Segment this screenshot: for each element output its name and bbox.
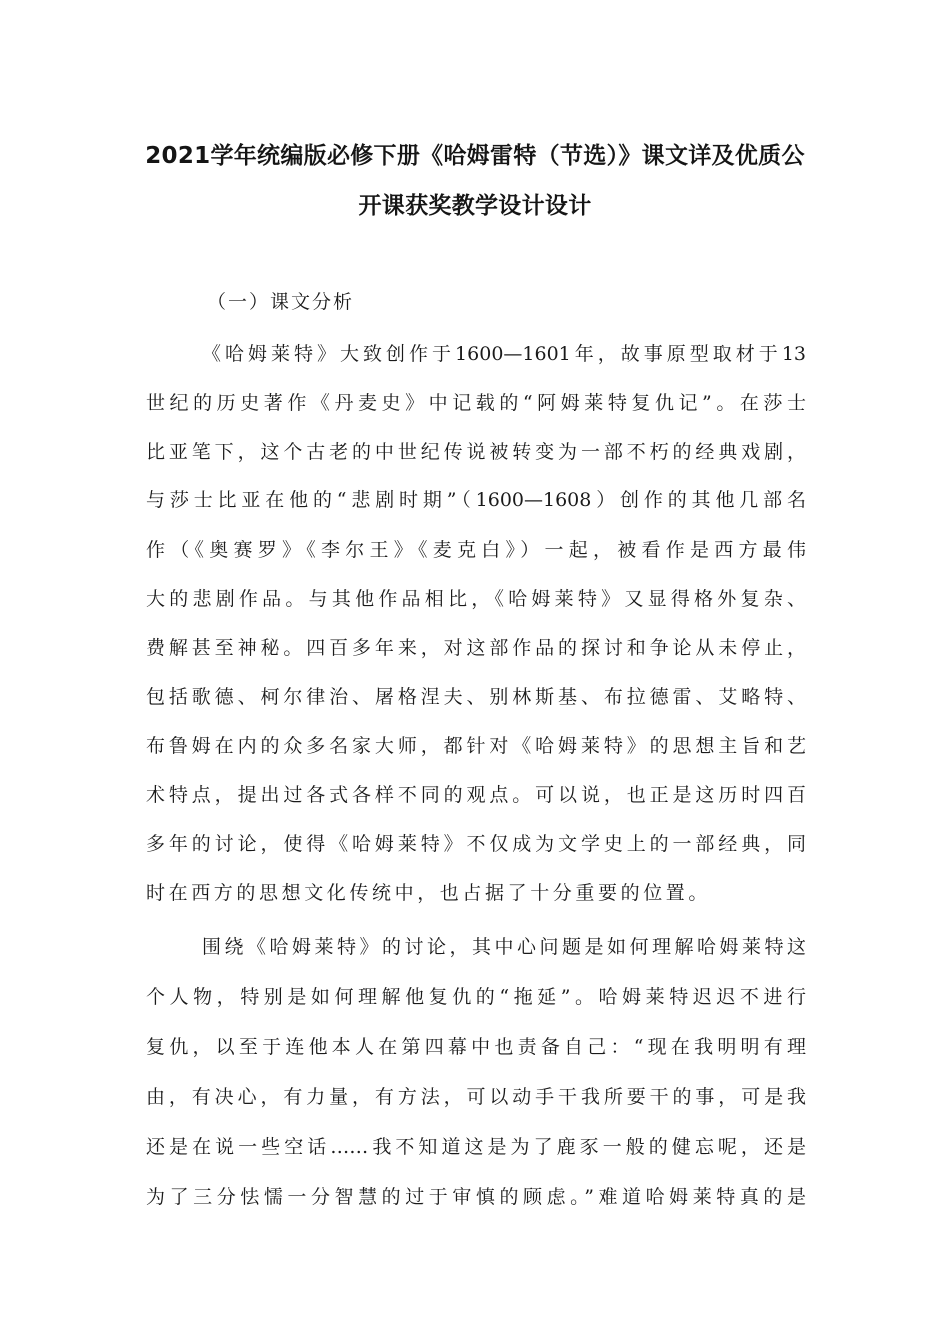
paragraph-2-line-2: 个人物，特别是如何理解他复仇的“拖延”。哈姆莱特迟迟不进行 <box>146 986 806 1008</box>
paragraph-1-line-5: 作（《奥赛罗》《李尔王》《麦克白》）一起，被看作是西方最伟 <box>146 539 806 561</box>
paragraph-1-line-10: 术特点，提出过各式各样不同的观点。可以说，也正是这历时四百 <box>146 784 806 806</box>
paragraph-1-line-6: 大的悲剧作品。与其他作品相比，《哈姆莱特》又显得格外复杂、 <box>146 588 806 610</box>
paragraph-1-line-12: 时在西方的思想文化传统中，也占据了十分重要的位置。 <box>146 882 712 904</box>
document-title-line-1: 2021学年统编版必修下册《哈姆雷特（节选）》课文详及优质公 <box>145 143 805 169</box>
paragraph-2-line-5: 还是在说一些空话……我不知道这是为了鹿豕一般的健忘呢，还是 <box>146 1136 806 1158</box>
paragraph-2-line-4: 由，有决心，有力量，有方法，可以动手干我所要干的事，可是我 <box>146 1086 806 1108</box>
paragraph-2-line-3: 复仇，以至于连他本人在第四幕中也责备自己：“现在我明明有理 <box>146 1036 806 1058</box>
paragraph-1-line-9: 布鲁姆在内的众多名家大师，都针对《哈姆莱特》的思想主旨和艺 <box>146 735 806 757</box>
paragraph-1-line-8: 包括歌德、柯尔律治、屠格涅夫、别林斯基、布拉德雷、艾略特、 <box>146 686 806 708</box>
paragraph-2-line-1: 围绕《哈姆莱特》的讨论，其中心问题是如何理解哈姆莱特这 <box>202 936 806 958</box>
paragraph-1-line-1: 《哈姆莱特》大致创作于1600—1601年，故事原型取材于13 <box>202 343 806 365</box>
paragraph-2-line-6: 为了三分怯懦一分智慧的过于审慎的顾虑。”难道哈姆莱特真的是 <box>146 1186 806 1208</box>
paragraph-1-line-7: 费解甚至神秘。四百多年来，对这部作品的探讨和争论从未停止， <box>146 637 806 659</box>
paragraph-1-line-11: 多年的讨论，使得《哈姆莱特》不仅成为文学史上的一部经典，同 <box>146 833 806 855</box>
paragraph-1-line-4: 与莎士比亚在他的“悲剧时期”（1600—1608）创作的其他几部名 <box>146 489 806 511</box>
paragraph-1-line-3: 比亚笔下，这个古老的中世纪传说被转变为一部不朽的经典戏剧， <box>146 441 806 463</box>
paragraph-1-line-2: 世纪的历史著作《丹麦史》中记载的“阿姆莱特复仇记”。在莎士 <box>146 392 806 414</box>
document-title-line-2: 开课获奖教学设计设计 <box>358 193 592 219</box>
section-heading: （一）课文分析 <box>207 291 355 313</box>
